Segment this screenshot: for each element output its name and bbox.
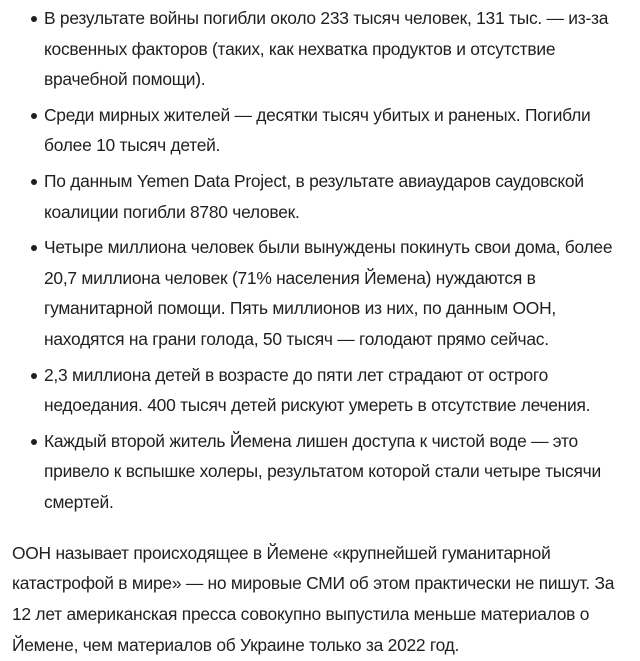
- list-item: [44, 232, 640, 354]
- list-item: [44, 100, 640, 161]
- list-item-text: Четыре миллиона человек были вынуждены покинуть свои дома, более 20,7 миллиона человек (71% населения Йемена) нуждаются в гуманитарной помощи. Пять миллионов из них, по данным ООН, находятся на грани голода, 50 тысяч — голодают прямо сейчас.: [44, 237, 613, 349]
- list-item: [44, 360, 640, 421]
- list-item: [44, 166, 640, 227]
- list-item: [44, 426, 640, 518]
- list-item: [44, 3, 640, 95]
- bullet-icon: [31, 179, 37, 185]
- bullet-icon: [31, 373, 37, 379]
- bullet-icon: [31, 113, 37, 119]
- bullet-icon: [31, 439, 37, 445]
- list-item-text: Среди мирных жителей — десятки тысяч убитых и раненых. Погибли более 10 тысяч детей.: [44, 104, 591, 156]
- bullet-icon: [31, 245, 37, 251]
- list-item-text: По данным Yemen Data Project, в результате авиаударов саудовской коалиции погибли 8780 человек.: [44, 170, 584, 222]
- list-item-text: 2,3 миллиона детей в возрасте до пяти лет страдают от острого недоедания. 400 тысяч детей рискуют умереть в отсутствие лечения.: [44, 364, 591, 416]
- facts-list: [0, 3, 640, 518]
- list-item-text: Каждый второй житель Йемена лишен доступа к чистой воде — это привело к вспышке холеры, результатом которой стали четыре тысячи смертей.: [44, 430, 601, 512]
- list-item-text: В результате войны погибли около 233 тысяч человек, 131 тыс. — из-за косвенных факторов (таких, как нехватка продуктов и отсутствие врачебной помощи).: [44, 8, 609, 90]
- bullet-icon: [31, 16, 37, 22]
- closing-paragraph: ООН называет происходящее в Йемене «крупнейшей гуманитарной катастрофой в мире» — но мировые СМИ об этом практически не пишут. За 12 лет американская пресса совокупно выпустила меньше материалов о Йемене, чем материалов об Украине только за 2022 год.: [12, 542, 615, 655]
